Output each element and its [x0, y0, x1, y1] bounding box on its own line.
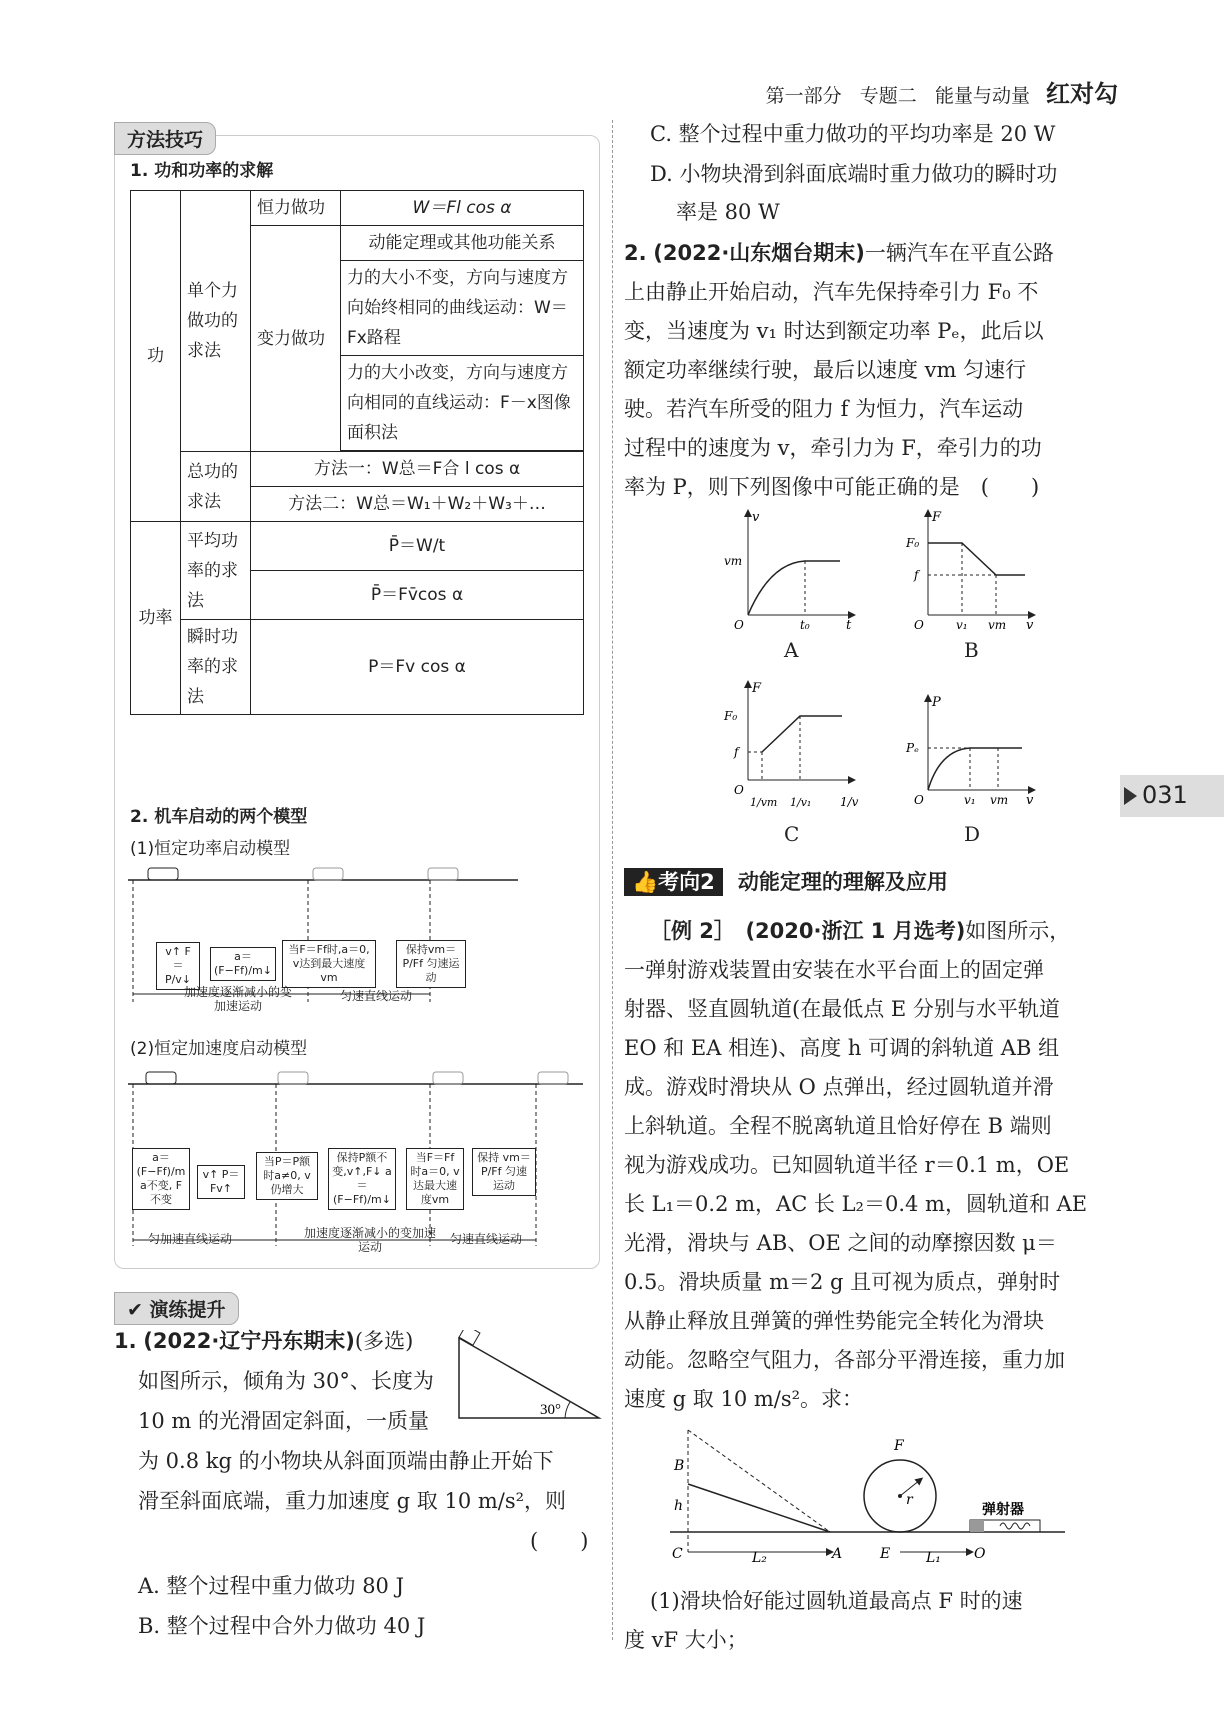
page-number: 031	[1142, 781, 1188, 809]
method-tag: 方法技巧	[114, 122, 216, 155]
ex2-line2: 射器、竖直圆轨道(在最低点 E 分别与水平轨道	[624, 997, 1060, 1021]
cell-avg: 平均功率的求法	[181, 522, 251, 620]
page-header	[766, 74, 1118, 109]
ex2-text: 如图所示，	[965, 919, 1071, 943]
q1-option-b: B. 整个过程中合外力做功 40 J	[138, 1614, 426, 1638]
ex2-line7: 长 L₁＝0.2 m，AC 长 L₂＝0.4 m，圆轨道和 AE	[624, 1192, 1088, 1216]
cell-var-force: 变力做功	[251, 226, 341, 452]
ex2-line10: 从静止释放且弹簧的弹性势能完全转化为滑块	[624, 1309, 1044, 1333]
q2-line4: 驶。若汽车所受的阻力 f 为恒力，汽车运动	[624, 397, 1024, 421]
topic2-label: 👍考向2	[624, 868, 723, 896]
ex2-line12: 速度 g 取 10 m/s²。求：	[624, 1387, 864, 1411]
graph-c-xlabel: 1/v	[840, 795, 859, 809]
graph-b-f: f	[914, 568, 919, 582]
ex2-label: ［例 2］	[650, 919, 725, 943]
car-icon	[538, 1072, 568, 1084]
topic2-heading	[624, 866, 948, 896]
q1-line2: 10 m 的光滑固定斜面，一质量	[138, 1409, 429, 1433]
graph-b-curve	[928, 543, 1025, 575]
q1-num: 1.	[114, 1329, 137, 1353]
cell-const-force: 恒力做功	[251, 191, 341, 226]
ex2-line6: 视为游戏成功。已知圆轨道半径 r＝0.1 m，OE	[624, 1153, 1070, 1177]
graph-a-curve	[748, 561, 840, 615]
q2-line6: 率为 P，则下列图像中可能正确的是 ( )	[624, 475, 1040, 499]
incline-angle-label: 30°	[540, 1402, 561, 1418]
graph-d	[900, 690, 1050, 810]
cell-work: 功	[131, 191, 181, 522]
thumbs-up-icon: 👍	[632, 870, 659, 894]
sub1-line2: 度 vF 大小；	[624, 1628, 748, 1652]
graph-d-v1: v₁	[964, 793, 976, 807]
m1-box1: v↑ F＝P/v↓	[156, 942, 200, 990]
q2-line1: 上由静止开始启动，汽车先保持牵引力 F₀ 不	[624, 280, 1039, 304]
label-o: O	[974, 1546, 986, 1562]
q1-option-d-1: D. 小物块滑到斜面底端时重力做功的瞬时功	[650, 162, 1058, 186]
m2-box1: a＝(F−Ff)/m a不变, F不变	[132, 1148, 190, 1210]
m1-box4: 保持vm＝P/Ff 匀速运动	[396, 940, 466, 988]
m2-box3: 当P＝P额 时a≠0, v仍增大	[256, 1152, 318, 1200]
label-f: F	[894, 1438, 904, 1454]
label-b: B	[674, 1458, 685, 1474]
m2-box4: 保持P额不变,v↑,F↓ a＝(F−Ff)/m↓	[328, 1148, 396, 1210]
page-number-tab	[1120, 775, 1224, 817]
graph-d-ylabel: P	[932, 695, 941, 710]
label-launcher: 弹射器	[982, 1502, 1024, 1518]
label-r: r	[906, 1492, 913, 1508]
graph-a	[720, 505, 860, 635]
header-topic: 专题二	[859, 85, 917, 107]
graph-b-f0: F₀	[906, 536, 920, 550]
graph-d-vm: vm	[990, 793, 1009, 807]
ex2-line3: EO 和 EA 相连)、高度 h 可调的斜轨道 AB 组	[624, 1036, 1060, 1060]
m2-box2: v↑ P＝Fv↑	[197, 1165, 245, 1199]
ex2-line5: 上斜轨道。全程不脱离轨道且恰好停在 B 端则	[624, 1114, 1052, 1138]
cell-const-formula: W＝Fl cos α	[341, 191, 584, 226]
graph-b-xlabel: v	[1026, 618, 1034, 633]
q2-line2: 变，当速度为 v₁ 时达到额定功率 Pₑ，此后以	[624, 319, 1044, 343]
ex2-line9: 0.5。滑块质量 m＝2 g 且可视为质点，弹射时	[624, 1270, 1061, 1294]
q2-source: (2022·山东烟台期末)	[653, 241, 865, 265]
graph-a-vm: vm	[724, 554, 743, 568]
practice-tag-label: 演练提升	[149, 1299, 226, 1321]
cell-total1: 方法一：W总＝F合 l cos α	[251, 452, 584, 487]
car-icon	[428, 868, 458, 880]
graph-a-xlabel: t	[846, 618, 852, 633]
graph-c-f: f	[734, 745, 739, 759]
q2-line5: 过程中的速度为 v，牵引力为 F，牵引力的功	[624, 436, 1042, 460]
block-shape	[459, 1330, 480, 1345]
label-e: E	[880, 1546, 891, 1562]
q1-line1: 如图所示，倾角为 30°、长度为	[138, 1369, 434, 1393]
car-icon	[148, 868, 178, 880]
q1-type: (多选)	[354, 1329, 414, 1353]
graph-a-t0: t₀	[800, 618, 810, 632]
car-icon	[278, 1072, 308, 1084]
graph-c	[720, 676, 870, 816]
graph-a-caption: A	[784, 638, 799, 662]
incline-figure	[455, 1330, 605, 1430]
track-figure	[670, 1420, 1070, 1580]
label-c: C	[672, 1546, 683, 1562]
spring-icon	[1000, 1523, 1030, 1529]
triangle-icon	[1124, 787, 1137, 805]
m1-box2: a＝(F−Ff)/m↓	[210, 947, 276, 981]
graph-b-v1: v₁	[956, 618, 968, 632]
check-icon: ✔	[127, 1299, 150, 1321]
label-h: h	[674, 1498, 684, 1514]
label-a: A	[832, 1546, 843, 1562]
q2-text: 一辆汽车在平直公路	[864, 241, 1054, 265]
cell-single: 单个力做功的求法	[181, 191, 251, 452]
svg-text:O: O	[734, 783, 744, 797]
graph-d-xlabel: v	[1026, 793, 1034, 808]
svg-text:O: O	[914, 618, 924, 632]
graph-a-ylabel: v	[752, 510, 760, 525]
graph-d-caption: D	[964, 822, 981, 846]
model1-title: (1)恒定功率启动模型	[130, 839, 291, 859]
m2-stage1: 匀加速直线运动	[148, 1232, 233, 1246]
q2-line3: 额定功率继续行驶，最后以速度 vm 匀速行	[624, 358, 1027, 382]
cell-avg1: P̄＝W/t	[251, 522, 584, 571]
graph-c-inv-v1: 1/v₁	[790, 796, 812, 809]
header-title: 能量与动量	[934, 85, 1030, 107]
m2-box6: 保持 vm＝P/Ff 匀速运动	[472, 1148, 536, 1196]
car-icon	[313, 868, 343, 880]
svg-text:O: O	[914, 793, 924, 807]
graph-d-curve	[928, 748, 1022, 790]
method-heading-2: 2. 机车启动的两个模型	[130, 807, 308, 827]
m1-stage1: 加速度逐渐减小的变加速运动	[183, 985, 292, 1013]
cell-var2: 力的大小不变，方向与速度方向始终相同的曲线运动：W＝Fx路程	[341, 261, 584, 356]
header-logo: 红对勾	[1046, 80, 1118, 108]
incline-triangle	[459, 1338, 599, 1418]
ex2-line11: 动能。忽略空气阻力，各部分平滑连接，重力加	[624, 1348, 1065, 1372]
m2-box5: 当F＝Ff 时a＝0, v达最大速度vm	[406, 1148, 464, 1210]
svg-text:O: O	[734, 618, 744, 632]
cell-power: 功率	[131, 522, 181, 715]
topic2-title: 动能定理的理解及应用	[737, 870, 948, 894]
label-l2: L₂	[752, 1550, 767, 1566]
cell-var1: 动能定理或其他功能关系	[341, 226, 584, 261]
graph-b-caption: B	[964, 638, 979, 662]
q1-option-d-2: 率是 80 W	[676, 200, 780, 224]
q1-option-a: A. 整个过程中重力做功 80 J	[138, 1574, 405, 1598]
q1-line3: 为 0.8 kg 的小物块从斜面顶端由静止开始下	[138, 1449, 554, 1473]
cell-var3: 力的大小改变，方向与速度方向相同的直线运动：F－x图像面积法	[341, 356, 584, 451]
graph-c-inv-vm: 1/vm	[750, 796, 778, 809]
ex2-source: (2020·浙江 1 月选考)	[745, 919, 966, 943]
header-part: 第一部分	[765, 85, 842, 107]
graph-b	[900, 505, 1040, 635]
model2-title: (2)恒定加速度启动模型	[130, 1039, 308, 1059]
q2-num: 2.	[624, 241, 647, 265]
q1-option-c: C. 整个过程中重力做功的平均功率是 20 W	[650, 122, 1056, 146]
m2-stage2: 加速度逐渐减小的变加速运动	[303, 1226, 436, 1254]
ex2-line4: 成。游戏时滑块从 O 点弹出，经过圆轨道并滑	[624, 1075, 1054, 1099]
cell-avg2: P̄＝Fv̄cos α	[251, 571, 584, 620]
ex2-line0	[650, 912, 1070, 951]
work-power-table	[130, 190, 584, 715]
car-icon	[146, 1072, 176, 1084]
cell-total: 总功的求法	[181, 452, 251, 522]
cell-inst1: P＝Fv cos α	[251, 620, 584, 715]
q1-source: (2022·辽宁丹东期末)	[143, 1329, 355, 1353]
graph-c-f0: F₀	[724, 709, 738, 723]
m2-stage3: 匀速直线运动	[450, 1232, 523, 1246]
m1-box3: 当F＝Ff时,a＝0, v达到最大速度vm	[282, 940, 376, 988]
cell-total2: 方法二：W总＝W₁＋W₂＋W₃＋…	[251, 487, 584, 522]
ex2-line1: 一弹射游戏装置由安装在水平台面上的固定弹	[624, 958, 1044, 982]
q1-line0	[114, 1322, 413, 1361]
graph-c-caption: C	[784, 822, 800, 846]
graph-d-pe: Pₑ	[906, 741, 919, 755]
label-l1: L₁	[926, 1550, 941, 1566]
q1-line4: 滑至斜面底端，重力加速度 g 取 10 m/s²，则	[138, 1489, 567, 1513]
method-heading-1: 1. 功和功率的求解	[130, 161, 274, 181]
sub1-line1: (1)滑块恰好能过圆轨道最高点 F 时的速	[650, 1589, 1023, 1613]
slope-ab	[688, 1484, 830, 1532]
q2-line0	[624, 234, 1054, 273]
column-divider	[612, 120, 613, 1640]
m1-stage2: 匀速直线运动	[340, 989, 413, 1003]
graph-c-ylabel: F	[752, 681, 762, 696]
cell-inst: 瞬时功率的求法	[181, 620, 251, 715]
graph-b-vm: vm	[988, 618, 1007, 632]
practice-tag	[114, 1292, 239, 1325]
ex2-line8: 光滑，滑块与 AB、OE 之间的动摩擦因数 μ＝	[624, 1231, 1057, 1255]
car-icon	[433, 1072, 463, 1084]
graph-b-ylabel: F	[932, 510, 942, 525]
graph-c-curve	[762, 716, 842, 752]
q1-answer-paren: ( )	[530, 1529, 589, 1553]
